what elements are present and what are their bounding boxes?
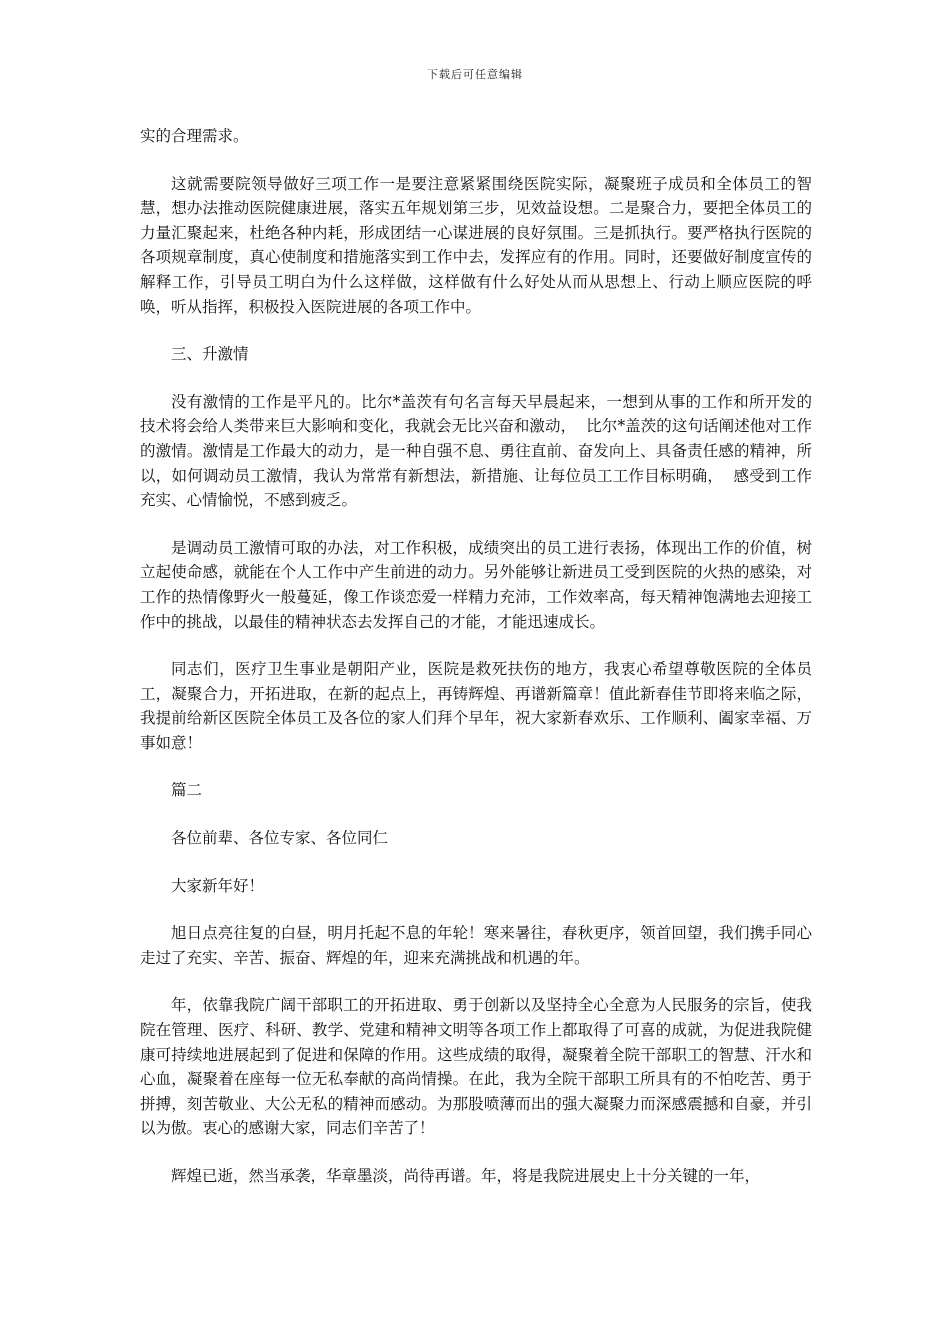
salutation: 各位前辈、各位专家、各位同仁 xyxy=(171,829,389,848)
page-header-note: 下载后可任意编辑 xyxy=(427,68,523,81)
paragraph-1: 实的合理需求。 xyxy=(140,127,249,145)
paragraph-12: 辉煌已逝，然当承袭，华章墨淡，尚待再谱。年，将是我院进展史上十分关键的一年， xyxy=(171,1167,761,1185)
paragraph-2: 这就需要院领导做好三项工作一是要注意紧紧围绕医院实际，凝聚班子成员和全体员工的智慧，想办法推动医院健康进展，落实五年规划第三步，见效益设想。二是聚合力，要把全体员工的力量汇聚起来，杜绝各种内耗，形成团结一心谋进展的良好氛围。三是抓执行。要严格执行医院的各项规章制度，真心使制度和措施落实到工作中去，发挥应有的作用。同时，还要做好制度宣传的解释工作，引导员工明白为什么这样做，这样做有什么好处从而从思想上、行动上顺应医院的呼唤，听从指挥，积极投入医院进展的各项工作中。 xyxy=(140,174,812,316)
section-heading-3: 三、升激情 xyxy=(171,345,249,364)
paragraph-10: 旭日点亮往复的白昼，明月托起不息的年轮！寒来暑往，春秋更序，领首回望，我们携手同心走过了充实、辛苦、振奋、辉煌的年，迎来充满挑战和机遇的年。 xyxy=(140,924,812,967)
document-body xyxy=(140,124,812,1212)
paragraph-6: 同志们，医疗卫生事业是朝阳产业，医院是救死扶伤的地方，我衷心希望尊敬医院的全体员工，凝聚合力，开拓进取，在新的起点上，再铸辉煌、再谱新篇章！值此新春佳节即将来临之际，我提前给新区医院全体员工及各位的家人们拜个早年，祝大家新春欢乐、工作顺利、阖家幸福、万事如意！ xyxy=(140,660,812,752)
greeting: 大家新年好！ xyxy=(171,876,265,895)
paragraph-5: 是调动员工激情可取的办法，对工作积极，成绩突出的员工进行表扬，体现出工作的价值，树立起使命感，就能在个人工作中产生前进的动力。另外能够让新进员工受到医院的火热的感染，对工作的热情像野火一般蔓延，像工作谈恋爱一样精力充沛，工作效率高，每天精神饱满地去迎接工作中的挑战，以最佳的精神状态去发挥自己的才能，才能迅速成长。 xyxy=(140,538,812,631)
paragraph-4: 没有激情的工作是平凡的。比尔*盖茨有句名言每天早晨起来，一想到从事的工作和所开发的技术将会给人类带来巨大影响和变化，我就会无比兴奋和激动， 比尔*盖茨的这句话阐述他对工作的激情。激情是工作最大的动力，是一种自强不息、勇往直前、奋发向上、具备责任感的精神，所以，如何调动员工激情，我认为常常有新想法，新措施、让每位员工工作目标明确， 感受到工作充实、心情愉悦，不感到疲乏。 xyxy=(140,392,812,510)
paragraph-11: 年，依靠我院广阔干部职工的开拓进取、勇于创新以及坚持全心全意为人民服务的宗旨，使我院在管理、医疗、科研、教学、党建和精神文明等各项工作上都取得了可喜的成就，为促进我院健康可持续地进展起到了促进和保障的作用。这些成绩的取得，凝聚着全院干部职工的智慧、汗水和心血，凝聚着在座每一位无私奉献的高尚情操。在此，我为全院干部职工所具有的不怕吃苦、勇于拼搏，刻苦敬业、大公无私的精神而感动。为那股喷薄而出的强大凝聚力而深感震撼和自豪，并引以为傲。衷心的感谢大家，同志们辛苦了！ xyxy=(140,996,812,1138)
section-heading-part-two: 篇二 xyxy=(171,781,203,800)
